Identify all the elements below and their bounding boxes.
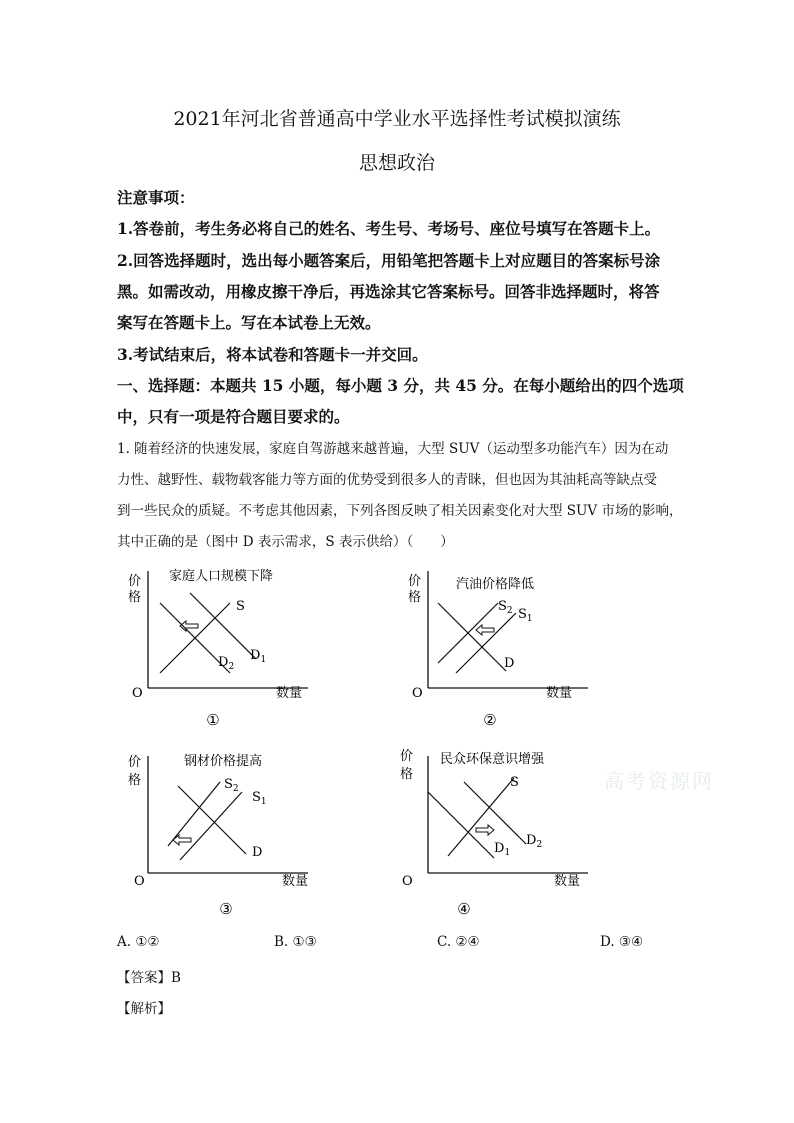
option-a[interactable]: A. ①② [117, 934, 160, 950]
option-d[interactable]: D. ③④ [600, 934, 644, 950]
curve-label-d: D [504, 656, 515, 671]
y-axis-label-1: 价 [128, 574, 142, 589]
x-axis-label: 数量 [554, 874, 581, 889]
y-axis-label-2: 格 [128, 773, 142, 788]
graph-caption: 汽油价格降低 [456, 577, 535, 592]
graph-4 [398, 748, 598, 920]
option-b[interactable]: B. ①③ [274, 934, 317, 950]
analysis-label: 【解析】 [117, 1001, 171, 1017]
curve-label-d1: $D_1$ [250, 648, 267, 665]
x-axis-label: 数量 [282, 874, 309, 889]
graph-number: ④ [457, 900, 471, 918]
question-1-line3: 到一些民众的质疑。不考虑其他因素，下列各图反映了相关因素变化对大型 SUV 市场的影响， [117, 503, 683, 519]
graph-2 [398, 563, 598, 733]
y-axis-label-2: 格 [400, 767, 414, 782]
graph-caption: 家庭人口规模下降 [169, 569, 274, 584]
notice-item-2-line1: 2.回答选择题时，选出每小题答案后，用铅笔把答题卡上对应题目的答案标号涂 [117, 251, 661, 270]
origin-label: O [134, 874, 145, 889]
curve-label-s2: $S_2$ [498, 599, 513, 616]
demand-curve-d1 [190, 593, 256, 659]
graph-1 [118, 563, 318, 733]
shift-arrow-left [476, 625, 494, 635]
demand-curve-d [438, 603, 506, 671]
y-axis-label-1: 价 [128, 755, 142, 770]
x-axis-label: 数量 [546, 686, 573, 701]
notice-item-2-line3: 案写在答题卡上。写在本试卷上无效。 [117, 313, 381, 332]
curve-label-d2: $D_2$ [218, 655, 235, 672]
question-1-line2: 力性、越野性、载物载客能力等方面的优势受到很多人的青睐，但也因为其油耗高等缺点受 [117, 472, 657, 488]
page-title: 2021年河北省普通高中学业水平选择性考试模拟演练 [173, 108, 621, 130]
notice-item-2-line2: 黑。如需改动，用橡皮擦干净后，再选涂其它答案标号。回答非选择题时，将答 [117, 282, 660, 301]
option-c[interactable]: C. ②④ [437, 934, 480, 950]
y-axis-label-1: 价 [400, 749, 414, 764]
curve-label-s1: $S_1$ [518, 607, 533, 624]
graph-number: ② [483, 711, 497, 729]
answer-label: 【答案】 [117, 970, 171, 986]
origin-label: O [132, 686, 143, 701]
graph-number: ③ [219, 900, 233, 918]
notice-item-3: 3.考试结束后，将本试卷和答题卡一并交回。 [117, 345, 428, 364]
origin-label: O [402, 874, 413, 889]
y-axis-label-2: 格 [128, 590, 142, 605]
graph-3 [118, 748, 318, 920]
answer-value: B [171, 970, 181, 986]
demand-curve-d2 [464, 782, 526, 844]
supply-curve-s2 [168, 782, 220, 846]
subject-title: 思想政治 [358, 152, 435, 174]
question-1-line1: 1. 随着经济的快速发展，家庭自驾游越来越普遍，大型 SUV（运动型多功能汽车）因为在动 [117, 441, 669, 457]
y-axis-label-2: 格 [408, 590, 422, 605]
notice-heading: 注意事项： [117, 188, 195, 207]
graph-number: ① [206, 711, 220, 729]
answer-line [117, 966, 181, 986]
graph-caption: 民众环保意识增强 [440, 752, 545, 767]
x-axis-label: 数量 [276, 686, 303, 701]
notice-item-1: 1.答卷前，考生务必将自己的姓名、考生号、考场号、座位号填写在答题卡上。 [117, 219, 661, 238]
question-1-line4: 其中正确的是（图中 D 表示需求，S 表示供给）（ ） [117, 534, 454, 550]
curve-label-s: S [510, 775, 519, 790]
watermark: 高考资源网 [604, 769, 714, 793]
supply-curve-s1 [180, 792, 242, 860]
curve-label-s2: $S_2$ [224, 777, 239, 794]
origin-label: O [412, 686, 423, 701]
curve-label-s1: $S_1$ [252, 790, 267, 807]
curve-label-d2: $D_2$ [526, 833, 543, 850]
section-heading-line1: 一、选择题：本题共 15 小题，每小题 3 分，共 45 分。在每小题给出的四个选项 [117, 376, 684, 395]
graph-caption: 钢材价格提高 [184, 754, 263, 769]
shift-arrow-right [476, 825, 494, 835]
demand-curve-d [178, 786, 246, 854]
curve-label-s: S [236, 599, 245, 614]
curve-label-d1: $D_1$ [494, 841, 511, 858]
curve-label-d: D [252, 845, 263, 860]
y-axis-label-1: 价 [408, 574, 422, 589]
section-heading-line2: 中，只有一项是符合题目要求的。 [117, 407, 350, 426]
